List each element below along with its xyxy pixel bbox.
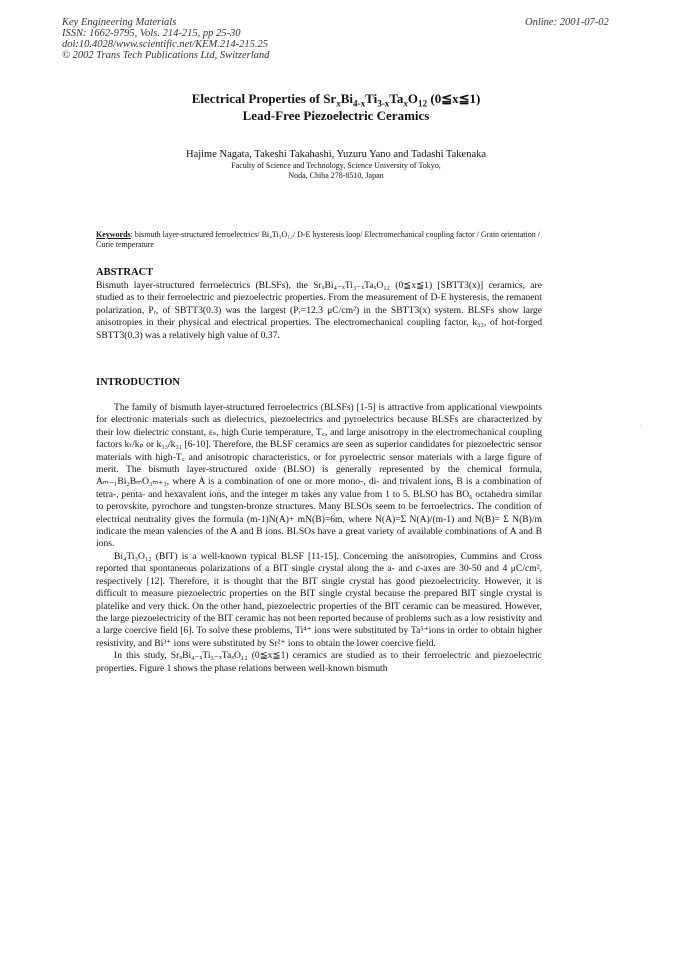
introduction-heading: INTRODUCTION [96, 377, 181, 388]
keywords-text: : bismuth layer-structured ferroelectrics/ Bi₄Ti₃O₁₂/ D-E hysteresis loop/ Electromechanical coupling factor / Grain orientation / Curie temperature [96, 230, 540, 249]
affiliation-line-1: Faculty of Science and Technology, Science University of Tokyo, [231, 161, 441, 170]
online-date: Online: 2001-07-02 [525, 17, 609, 28]
doi-line[interactable]: doi:10.4028/www.scientific.net/KEM.214-215.25 [62, 39, 268, 50]
journal-meta [62, 17, 269, 61]
intro-paragraph-1: The family of bismuth layer-structured ferroelectrics (BLSFs) [1-5] is attractive from applicational viewpoints for electronic materials such as dielectrics, piezoelectrics and pyroelectrics because BLSFs are characterized by their low dielectric constant, εₛ, high Curie temperature, T꜀, and large anisotropy in the electromechanical coupling factors kₜ/kₚ or k₃₃/k₃₁ [6-10]. Therefore, the BLSF ceramics are seen as superior candidates for piezoelectric sensor materials with high-T꜀ and anisotropic characteristics, or for pyroelectric sensor materials with a large figure of merit. The bismuth layer-structured oxide (BLSO) is generally represented by the chemical formula, Aₘ₋₁Bi₂BₘO₃ₘ₊₃, where A is a combination of one or more mono-, di- and trivalent ions, B is a combination of tetra-, penta- and hexavalent ions, and the integer m takes any value from 1 to 5. BLSO has BO₆ octahedra similar to perovskite, pyrochore and tungsten-bronze structures. Many BLSOs seem to be ferroelectrics. The condition of electrical neutrality gives the formula (m-1)N(A)+ mN(B)=6m, where N(A)=Σ N(A)/(m-1) and N(B)= Σ N(B)/m indicate the mean valencies of the A and B ions. BLSOs have a great variety of available combinations of A and B ions. [96, 402, 542, 550]
intro-paragraph-3: In this study, SrₓBi₄₋ₓTi₃₋ₓTaₓO₁₂ (0≦x≦1) ceramics are studied as to their ferroelectric and piezoelectric properties. Figure 1 shows the phase relations between well-known bismuth [96, 650, 542, 674]
affiliation-line-2: Noda, Chiba 278-8510, Japan [288, 171, 384, 180]
paper-title [96, 90, 576, 124]
introduction-body [96, 402, 542, 675]
title-line-2: Lead-Free Piezoelectric Ceramics [242, 108, 430, 123]
abstract-heading: ABSTRACT [96, 267, 154, 278]
keywords-label: Keywords [96, 230, 131, 239]
issn-line: ISSN: 1662-9795, Vols. 214-215, pp 25-30 [62, 28, 241, 39]
intro-paragraph-2: Bi₄Ti₃O₁₂ (BIT) is a well-known typical BLSF [11-15]. Concerning the anisotropies, Cummins and Cross reported that spontaneous polarizations of a BIT single crystal along the a- and c-axes are 30-50 and 4 μC/cm², respectively [12]. Therefore, it is thought that the BIT single crystal has good piezoelectricity. However, it is difficult to measure piezoelectric properties on the BIT single crystal because the prepared BIT single crystal is platelike and very thick. On the other hand, piezoelectric properties of the BIT ceramic can be measured. However, the large piezoelectricity of the BIT ceramic has not been reported because of problems such as a low resistivity and a large coercive field [6]. To solve these problems, Ti⁴⁺ ions were substituted by Ta⁵⁺ions in order to obtain higher resistivity, and Bi³⁺ ions were substituted by Sr²⁺ ions to obtain the lower coercive field. [96, 550, 542, 649]
abstract-paragraph: Bismuth layer-structured ferroelectrics (BLSFs), the SrₓBi₄₋ₓTi₃₋ₓTaₓO₁₂ (0≦x≦1) [SBTT3(x)] ceramics, are studied as to their ferroelectric and piezoelectric properties. From the measurement of D-E hysteresis, the remanent polarization, Pᵣ, of SBTT3(0.3) was the largest (Pᵣ=12.3 μC/cm²) in the SBTT3(x) system. BLSFs show large anisotropies in their physical and electrical properties. The electromechanical coupling factor, k₃₃, of hot-forged SBTT3(0.3) was a relatively high value of 0.37. [96, 280, 542, 341]
copyright-line: © 2002 Trans Tech Publications Ltd, Switzerland [62, 50, 270, 61]
title-line-1: Electrical Properties of $Sr_xBi_{4-x}Ti_{3-x}Ta_xO_{12}$ (0≦x≦1) [191, 91, 481, 109]
author-list: Hajime Nagata, Takeshi Takahashi, Yuzuru Yano and Tadashi Takenaka [185, 149, 487, 160]
keywords [96, 230, 548, 250]
affiliation [96, 161, 576, 181]
journal-name: Key Engineering Materials [62, 17, 177, 28]
abstract-body [96, 280, 542, 342]
scan-speck [640, 425, 641, 426]
